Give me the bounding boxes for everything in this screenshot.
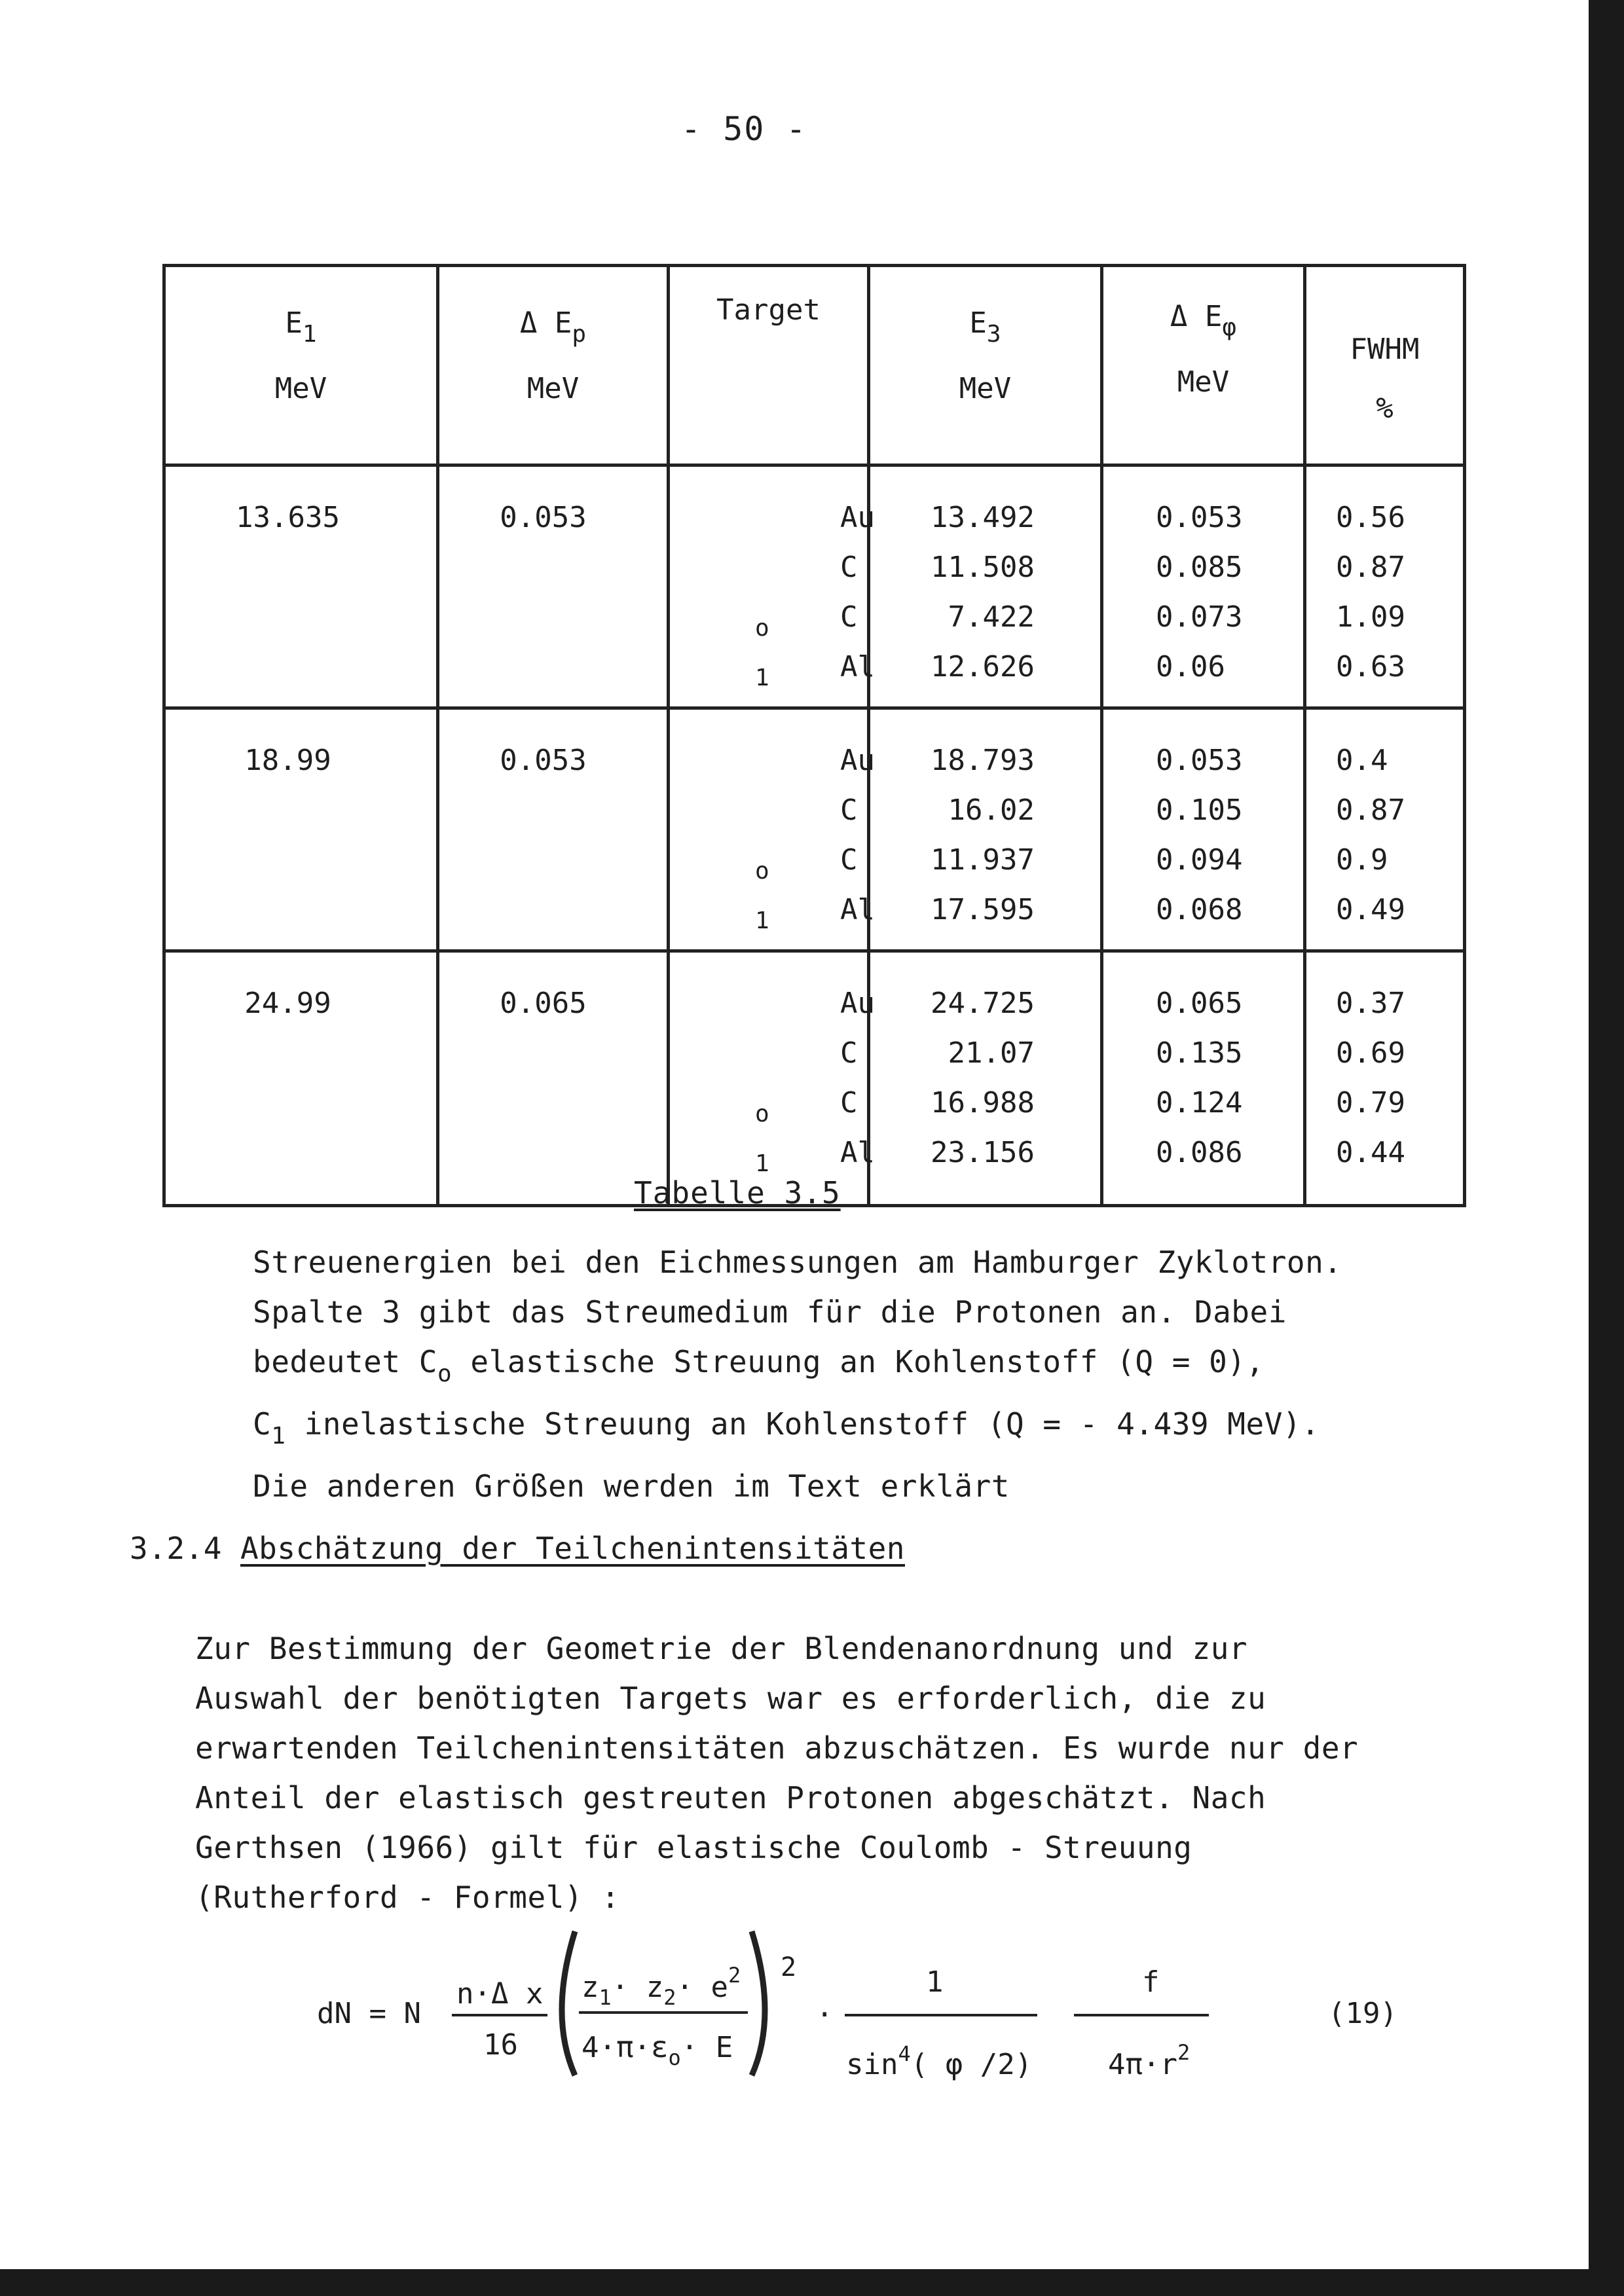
table-row (164, 708, 1465, 951)
delta-ephi-cell: 0.053 0.105 0.094 0.068 (1102, 708, 1305, 951)
caption-line: Die anderen Größen werden im Text erklärt (253, 1468, 1010, 1504)
target-cell: Au C $_o$ C $_1$ Al (669, 951, 869, 1206)
formula-frac3-num: f (1142, 1965, 1160, 1999)
formula-outer-exponent: 2 (781, 1952, 797, 1982)
formula-paren-den: $4\cdot\pi\cdot\varepsilon_o\cdot E$ (581, 2031, 733, 2070)
e3-cell: 13.492 11.508 7.422 12.626 (869, 465, 1102, 708)
table-header-row (164, 266, 1465, 465)
formula-frac2-den: $\sin^4$( φ /2) (846, 2041, 1033, 2081)
caption-line: Streuenergien bei den Eichmessungen am Hamburger Zyklotron. (253, 1245, 1342, 1280)
table-row (164, 951, 1465, 1206)
energy-table (162, 264, 1466, 1207)
fwhm-cell: 0.37 0.69 0.79 0.44 (1305, 951, 1465, 1206)
body-line: Anteil der elastisch gestreuten Protonen abgeschätzt. Nach (195, 1780, 1266, 1815)
formula-lhs: dN = N (317, 1997, 421, 2030)
delta-ep-cell: 0.053 (438, 708, 669, 951)
formula-paren-num: $z_1\cdot z_2\cdot e^2$ (581, 1963, 741, 2010)
e3-cell: 24.725 21.07 16.988 23.156 (869, 951, 1102, 1206)
body-line: Zur Bestimmung der Geometrie der Blendenanordnung und zur (195, 1631, 1248, 1666)
formula-frac1-num: n·Δ x (456, 1977, 544, 2011)
fwhm-cell: 0.4 0.87 0.9 0.49 (1305, 708, 1465, 951)
e1-cell: 13.635 (164, 465, 438, 708)
table-caption (253, 1237, 1342, 1511)
page-number: - 50 - (681, 110, 807, 148)
delta-ep-cell: 0.065 (438, 951, 669, 1206)
equation-number: (19) (1328, 1997, 1397, 2030)
section-number: 3.2.4 (130, 1531, 222, 1566)
header-e3: $E_3$ MeV (869, 266, 1102, 465)
delta-ephi-cell: 0.053 0.085 0.073 0.06 (1102, 465, 1305, 708)
header-fwhm: FWHM % (1305, 266, 1465, 465)
delta-ep-cell: 0.053 (438, 465, 669, 708)
body-line: (Rutherford - Formel) : (195, 1880, 620, 1915)
header-delta-ephi: Δ $E_\varphi$ MeV (1102, 266, 1305, 465)
right-paren (752, 1931, 765, 2075)
target-cell: Au C $_o$ C $_1$ Al (669, 708, 869, 951)
e1-cell: 24.99 (164, 951, 438, 1206)
caption-line: $C_1$ inelastische Streuung an Kohlenstoff (Q = - 4.439 MeV). (253, 1406, 1320, 1449)
body-line: Gerthsen (1966) gilt für elastische Coulomb - Streuung (195, 1830, 1192, 1865)
body-paragraph (195, 1624, 1358, 1922)
header-delta-ep: Δ $E_p$ MeV (438, 266, 669, 465)
e1-cell: 18.99 (164, 708, 438, 951)
left-paren (562, 1931, 575, 2075)
table-caption-title: Tabelle 3.5 (634, 1175, 841, 1211)
section-heading (130, 1531, 905, 1566)
formula-dot: · (816, 1998, 834, 2032)
table-row (164, 465, 1465, 708)
formula-frac2-num: 1 (926, 1965, 944, 1999)
formula-frac1-den: 16 (483, 2028, 518, 2062)
header-e1: $E_1$ MeV (164, 266, 438, 465)
fwhm-cell: 0.56 0.87 1.09 0.63 (1305, 465, 1465, 708)
e3-cell: 18.793 16.02 11.937 17.595 (869, 708, 1102, 951)
header-target: Target (669, 266, 869, 465)
body-line: Auswahl der benötigten Targets war es erforderlich, die zu (195, 1681, 1266, 1716)
caption-line: bedeutet $C_o$ elastische Streuung an Kohlenstoff (Q = 0), (253, 1344, 1264, 1387)
body-line: erwartenden Teilchenintensitäten abzuschätzen. Es wurde nur der (195, 1730, 1359, 1766)
section-title: Abschätzung der Teilchenintensitäten (240, 1531, 905, 1566)
caption-line: Spalte 3 gibt das Streumedium für die Protonen an. Dabei (253, 1294, 1287, 1330)
target-cell: Au C $_o$ C $_1$ Al (669, 465, 869, 708)
delta-ephi-cell: 0.065 0.135 0.124 0.086 (1102, 951, 1305, 1206)
formula-frac3-den: $4\pi\cdot r^2$ (1108, 2040, 1190, 2081)
